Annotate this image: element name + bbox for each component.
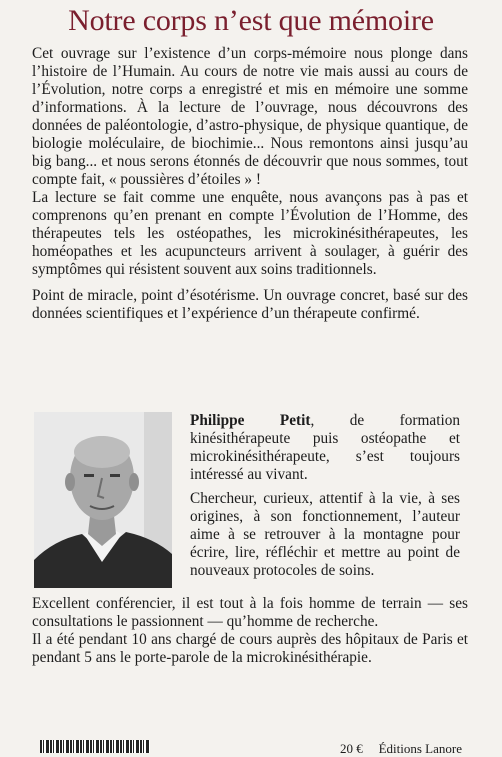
author-bio-paragraph: Chercheur, curieux, attentif à la vie, à ses origines, à son fonctionnement, l’auteur aime à se retrouver à la montagne pour écrire, lire, réfléchir et mettre au point de nouveaux protocoles de soins. [190, 490, 460, 579]
barcode [40, 740, 150, 753]
author-photo [34, 412, 172, 588]
author-portrait-image [34, 412, 172, 588]
blurb-paragraph: Point de miracle, point d’ésotérisme. Un ouvrage concret, basé sur des données scientifiques et l’expérience d’un thérapeute confirmé. [32, 287, 468, 322]
author-bio-top [190, 412, 460, 580]
author-intro [190, 412, 460, 484]
author-bio-paragraph: Excellent conférencier, il est tout à la fois homme de terrain — ses consultations le passionnent — qu’homme de recherche. [32, 595, 468, 630]
publisher-name: Éditions Lanore [378, 741, 462, 756]
blurb-paragraph: Cet ouvrage sur l’existence d’un corps-mémoire nous plonge dans l’histoire de l’Humain. Au cours de notre vie mais aussi au cours de l’Évolution, notre corps a enregistré et mis en mémoire une somme d’informations. À la lecture de l’ouvrage, nous découvrons des données de paléontologie, d’astro-physique, de physique quantique, de biologie moléculaire, de biochimie... Nous remontons ainsi jusqu’au big bang... et nous serons étonnés de découvrir que nous sommes, tout compte fait, « poussières d’étoiles » ! [32, 45, 468, 188]
price: 20 € [340, 741, 363, 756]
back-cover-blurb [32, 45, 468, 323]
author-bio-paragraph: Il a été pendant 10 ans chargé de cours auprès des hôpitaux de Paris et pendant 5 ans le porte-parole de la microkinésithérapie. [32, 631, 468, 666]
author-intro-text: , de formation kinésithérapeute puis ostéopathe et microkinésithérapeute, s’est toujours intéressé au vivant. [190, 412, 460, 483]
blurb-paragraph: La lecture se fait comme une enquête, nous avançons pas à pas et comprenons qu’en prenant en compte l’Évolution de l’Homme, des thérapeutes tels les ostéopathes, les microkinésithérapeutes, les homéopathes et les acupuncteurs arrivent à soulager, à guérir des symptômes qui résistent souvent aux soins traditionnels. [32, 189, 468, 278]
author-name: Philippe Petit [190, 412, 311, 429]
book-title: Notre corps n’est que mémoire [68, 4, 434, 37]
author-bio-bottom [32, 595, 468, 667]
